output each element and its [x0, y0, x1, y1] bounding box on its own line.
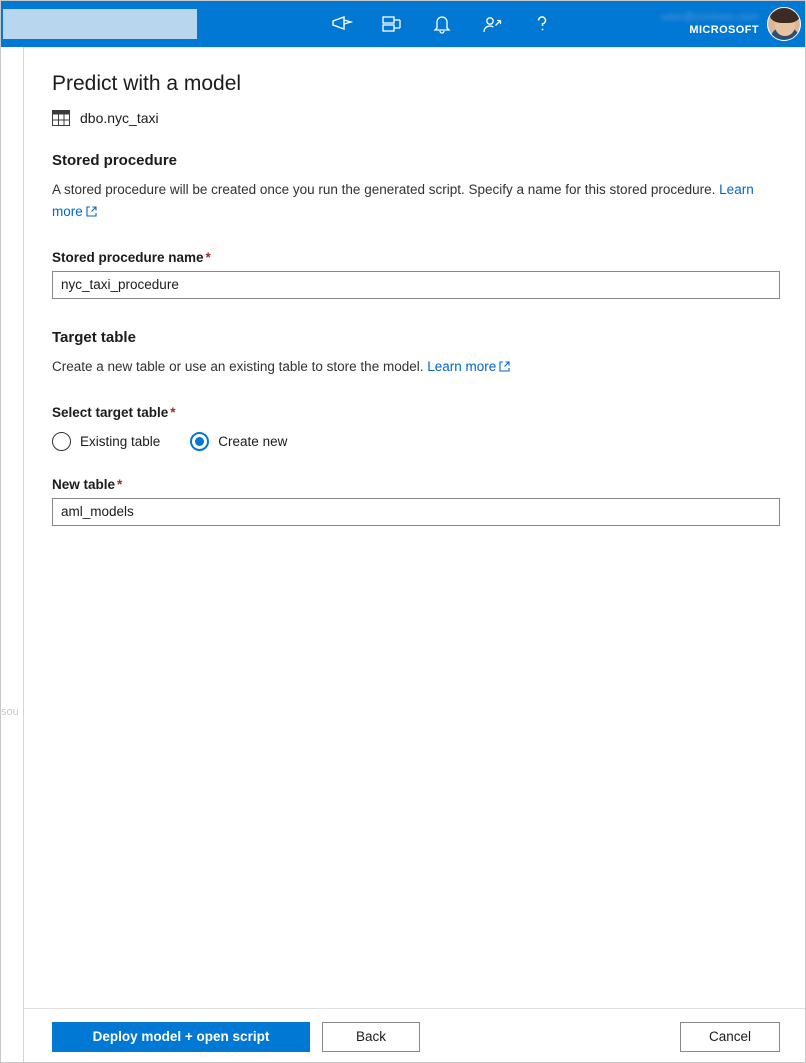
- required-marker: *: [205, 249, 211, 265]
- radio-existing-table[interactable]: [52, 432, 160, 451]
- settings-support-icon[interactable]: [481, 13, 503, 35]
- select-target-table-label-text: Select target table: [52, 404, 169, 420]
- radio-existing-table-mark: [52, 432, 71, 451]
- account-text: [661, 11, 759, 36]
- new-table-label: [52, 477, 779, 492]
- azure-top-bar: [1, 1, 806, 47]
- predict-with-model-blade: [23, 47, 806, 1063]
- global-search-input[interactable]: [3, 9, 197, 39]
- page-title: Predict with a model: [52, 72, 242, 95]
- avatar[interactable]: [767, 7, 801, 41]
- account-area[interactable]: [661, 1, 801, 47]
- help-icon[interactable]: [531, 13, 553, 35]
- stored-procedure-heading: Stored procedure: [52, 152, 178, 169]
- account-email: user@contoso.com: [660, 11, 759, 24]
- target-table-radio-group: [52, 432, 779, 451]
- account-org: MICROSOFT: [689, 24, 759, 37]
- stored-procedure-description-line2: procedure.: [650, 182, 716, 197]
- required-marker: *: [117, 476, 123, 492]
- target-table-learn-more-label: Learn more: [427, 358, 497, 374]
- cancel-button[interactable]: Cancel: [680, 1022, 780, 1052]
- stored-procedure-name-input[interactable]: [52, 271, 780, 299]
- radio-existing-table-label: Existing table: [80, 433, 161, 449]
- blade-content: [24, 48, 806, 1008]
- cloud-shell-icon[interactable]: [381, 13, 403, 35]
- new-table-input[interactable]: [52, 498, 780, 526]
- subject-row: [52, 110, 779, 126]
- stored-procedure-name-label-text: Stored procedure name: [52, 249, 204, 265]
- deploy-model-button[interactable]: Deploy model + open script: [52, 1022, 310, 1052]
- external-link-icon: [86, 202, 97, 224]
- external-link-icon: [499, 357, 510, 379]
- background-blade-text: sou: [1, 706, 19, 718]
- blade-footer: [24, 1008, 806, 1063]
- target-table-description: [52, 356, 779, 379]
- select-target-table-label: [52, 405, 779, 420]
- stored-procedure-description: [52, 179, 779, 224]
- topbar-icon-group: [331, 1, 553, 47]
- feedback-icon[interactable]: [331, 13, 353, 35]
- stored-procedure-name-label: [52, 250, 779, 265]
- table-icon: [52, 110, 70, 126]
- notifications-icon[interactable]: [431, 13, 453, 35]
- subject-table-name: dbo.nyc_taxi: [80, 110, 159, 126]
- target-table-learn-more-link[interactable]: [427, 359, 510, 374]
- new-table-label-text: New table: [52, 476, 116, 492]
- radio-create-new-label: Create new: [218, 433, 288, 449]
- radio-create-new[interactable]: [190, 432, 287, 451]
- required-marker: *: [170, 404, 176, 420]
- target-table-description-text: Create a new table or use an existing table to store the model.: [52, 358, 424, 374]
- stored-procedure-learn-more-label: Learn more: [52, 182, 754, 219]
- stored-procedure-description-line1: A stored procedure will be created once you run the generated script. Specify a name for this stored: [52, 182, 648, 197]
- back-button[interactable]: Back: [322, 1022, 420, 1052]
- radio-create-new-mark: [190, 432, 209, 451]
- target-table-heading: Target table: [52, 328, 136, 346]
